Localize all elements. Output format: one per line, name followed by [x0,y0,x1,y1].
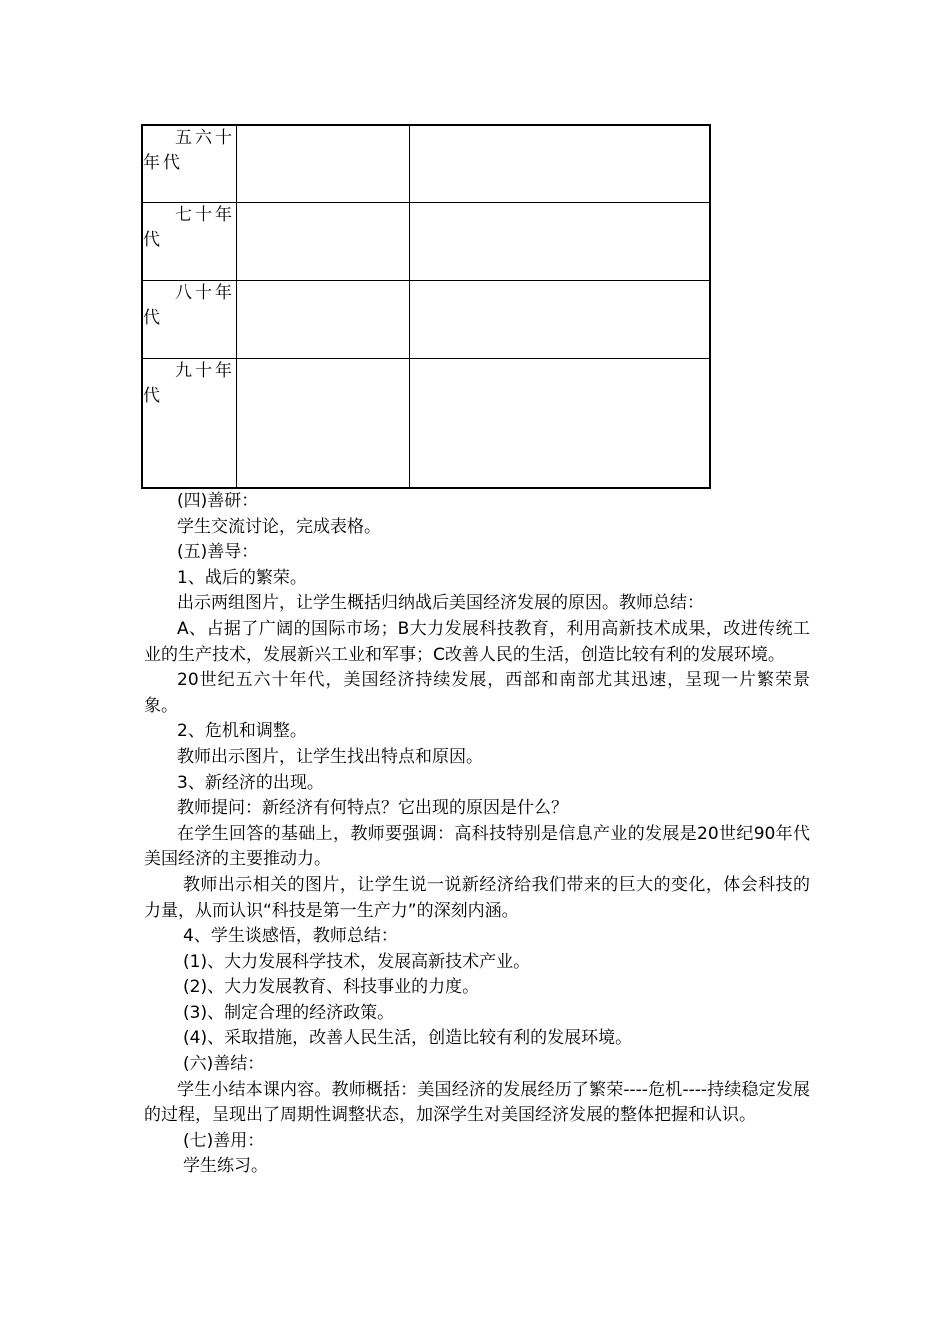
table-cell-label [142,280,237,358]
section-heading: (五)善导： [177,542,259,563]
lesson-body [144,489,810,1180]
table-cell [237,202,410,280]
paragraph: 学生小结本课内容。教师概括：美国经济的发展经历了繁荣----危机----持续稳定发展的过程，呈现出了周期性调整状态，加深学生对美国经济发展的整体把握和认识。 [144,1079,810,1126]
section-heading: (四)善研： [177,491,259,511]
list-item: (3)、制定合理的经济政策。 [183,1002,395,1023]
paragraph: 教师出示相关的图片，让学生说一说新经济给我们带来的巨大的变化，体会科技的力量，从而认识“科技是第一生产力”的深刻内涵。 [144,874,810,921]
table-cell-label [142,358,237,488]
table-cell [410,202,711,280]
section-heading: (六)善结： [183,1054,265,1075]
table-row [142,280,710,358]
paragraph: 教师提问：新经济有何特点？它出现的原因是什么？ [177,798,568,819]
table-cell [237,280,410,358]
paragraph: 学生交流讨论，完成表格。 [177,516,381,537]
decade-label: 八十年代 [143,282,235,328]
decade-label: 五六十年代 [143,128,235,173]
paragraph: 4、学生谈感悟，教师总结： [183,926,398,947]
paragraph: 1、战后的繁荣。 [177,567,307,588]
table-cell-label [142,125,237,202]
table-row [142,358,710,488]
paragraph: 教师出示图片，让学生找出特点和原因。 [177,746,483,767]
paragraph: 学生练习。 [183,1156,268,1177]
paragraph: 3、新经济的出现。 [177,772,324,793]
table-row [142,202,710,280]
table-cell [410,125,711,202]
decade-label: 九十年代 [143,360,235,406]
paragraph: 出示两组图片，让学生概括归纳战后美国经济发展的原因。教师总结： [177,593,704,614]
paragraph: A、占据了广阔的国际市场；B大力发展科技教育，利用高新技术成果，改进传统工业的生产技术，发展新兴工业和军事；C改善人民的生活，创造比较有利的发展环境。 [144,618,810,665]
list-item: (1)、大力发展科学技术，发展高新技术产业。 [183,951,531,972]
table-cell [237,125,410,202]
table-row [142,125,710,202]
table-cell [237,358,410,488]
decades-table [141,124,711,489]
section-heading: (七)善用： [183,1130,265,1151]
paragraph: 20世纪五六十年代，美国经济持续发展，西部和南部尤其迅速，呈现一片繁荣景象。 [144,670,810,716]
list-item: (4)、采取措施，改善人民生活，创造比较有利的发展环境。 [183,1028,633,1049]
paragraph: 在学生回答的基础上，教师要强调：高科技特别是信息产业的发展是20世纪90年代美国经济的主要推动力。 [144,823,810,870]
decade-label: 七十年代 [143,204,235,250]
list-item: (2)、大力发展教育、科技事业的力度。 [183,977,480,998]
table-cell-label [142,202,237,280]
paragraph: 2、危机和调整。 [177,721,307,742]
table-cell [410,358,711,488]
table-cell [410,280,711,358]
